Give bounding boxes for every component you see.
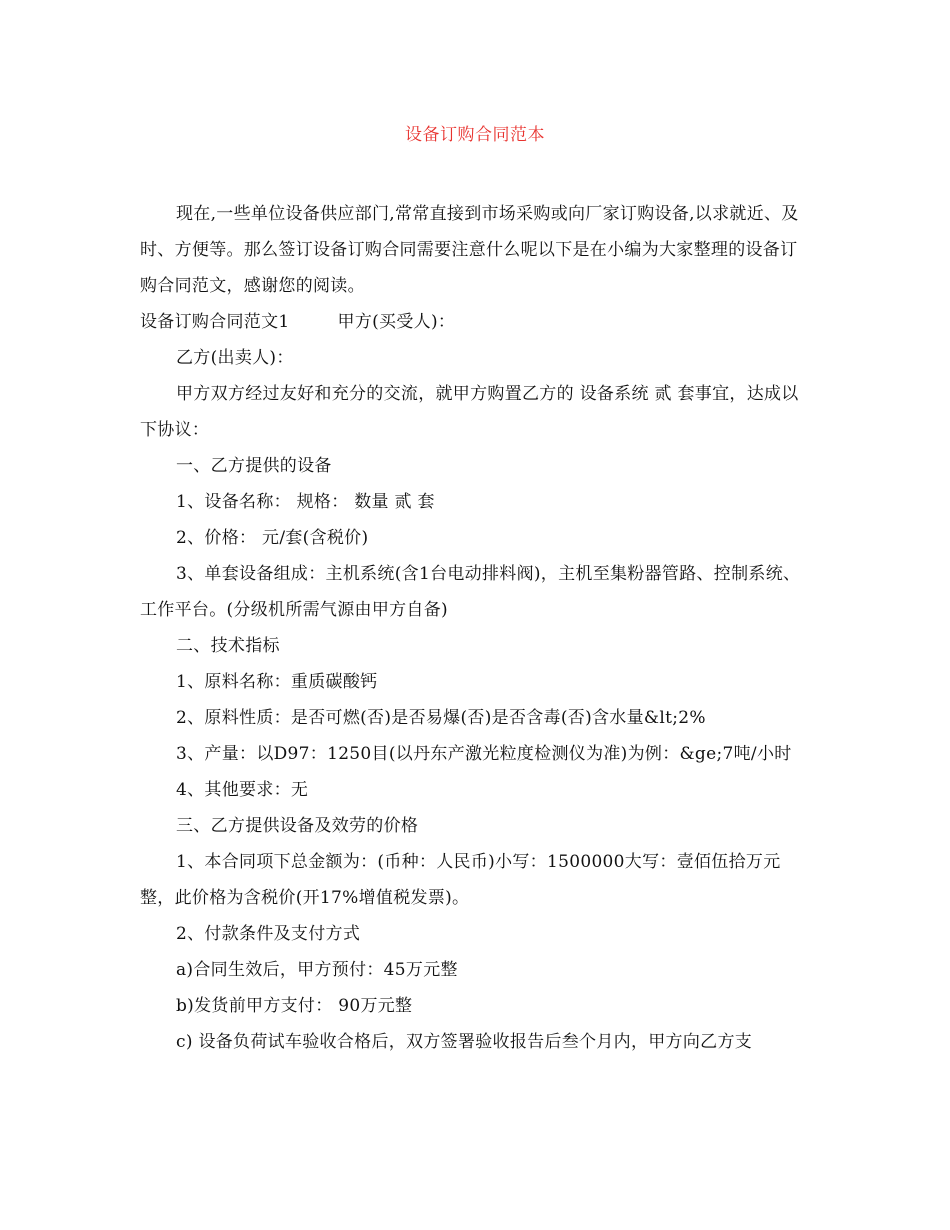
total-amount-line: 1、本合同项下总金额为：(币种：人民币)小写：1500000大写：壹佰伍拾万元整，此价格为含税价(开17%增值税发票)。	[140, 852, 781, 908]
output-line: 3、产量：以D97：1250目(以丹东产激光粒度检测仪为准)为例：&ge;7吨/小时	[176, 744, 792, 764]
payment-b-line: b)发货前甲方支付： 90万元整	[176, 996, 413, 1016]
equipment-price-line: 2、价格： 元/套(含税价)	[176, 528, 369, 548]
material-property-line: 2、原料性质：是否可燃(否)是否易爆(否)是否含毒(否)含水量&lt;2%	[176, 708, 706, 728]
heading-technical: 二、技术指标	[176, 636, 280, 656]
other-requirements-line: 4、其他要求：无	[176, 780, 309, 800]
document-title: 设备订购合同范本	[405, 125, 545, 145]
intro-paragraph: 现在,一些单位设备供应部门,常常直接到市场采购或向厂家订购设备,以求就近、及时、方便等。那么签订设备订购合同需要注意什么呢以下是在小编为大家整理的设备订购合同范文，感谢您的阅读。	[140, 204, 799, 296]
payment-c-line: c) 设备负荷试车验收合格后，双方签署验收报告后叁个月内，甲方向乙方支	[176, 1032, 753, 1052]
heading-equipment: 一、乙方提供的设备	[176, 456, 332, 476]
material-name-line: 1、原料名称：重质碳酸钙	[176, 672, 378, 692]
equipment-name-line: 1、设备名称： 规格： 数量 贰 套	[176, 492, 435, 512]
party-b-label: 乙方(出卖人)：	[176, 348, 294, 368]
party-a-label: 甲方(买受人)：	[337, 312, 456, 332]
payment-a-line: a)合同生效后，甲方预付：45万元整	[176, 960, 458, 980]
section-line	[140, 304, 812, 340]
payment-terms-line: 2、付款条件及支付方式	[176, 924, 361, 944]
heading-price: 三、乙方提供设备及效劳的价格	[176, 816, 419, 836]
section-label: 设备订购合同范文1	[140, 312, 290, 332]
document-body	[140, 196, 812, 1060]
equipment-composition-line: 3、单套设备组成：主机系统(含1台电动排料阀)，主机至集粉器管路、控制系统、工作平台。(分级机所需气源由甲方自备)	[140, 564, 801, 620]
agreement-paragraph: 甲方双方经过友好和充分的交流，就甲方购置乙方的 设备系统 贰 套事宜，达成以下协议：	[140, 384, 799, 440]
